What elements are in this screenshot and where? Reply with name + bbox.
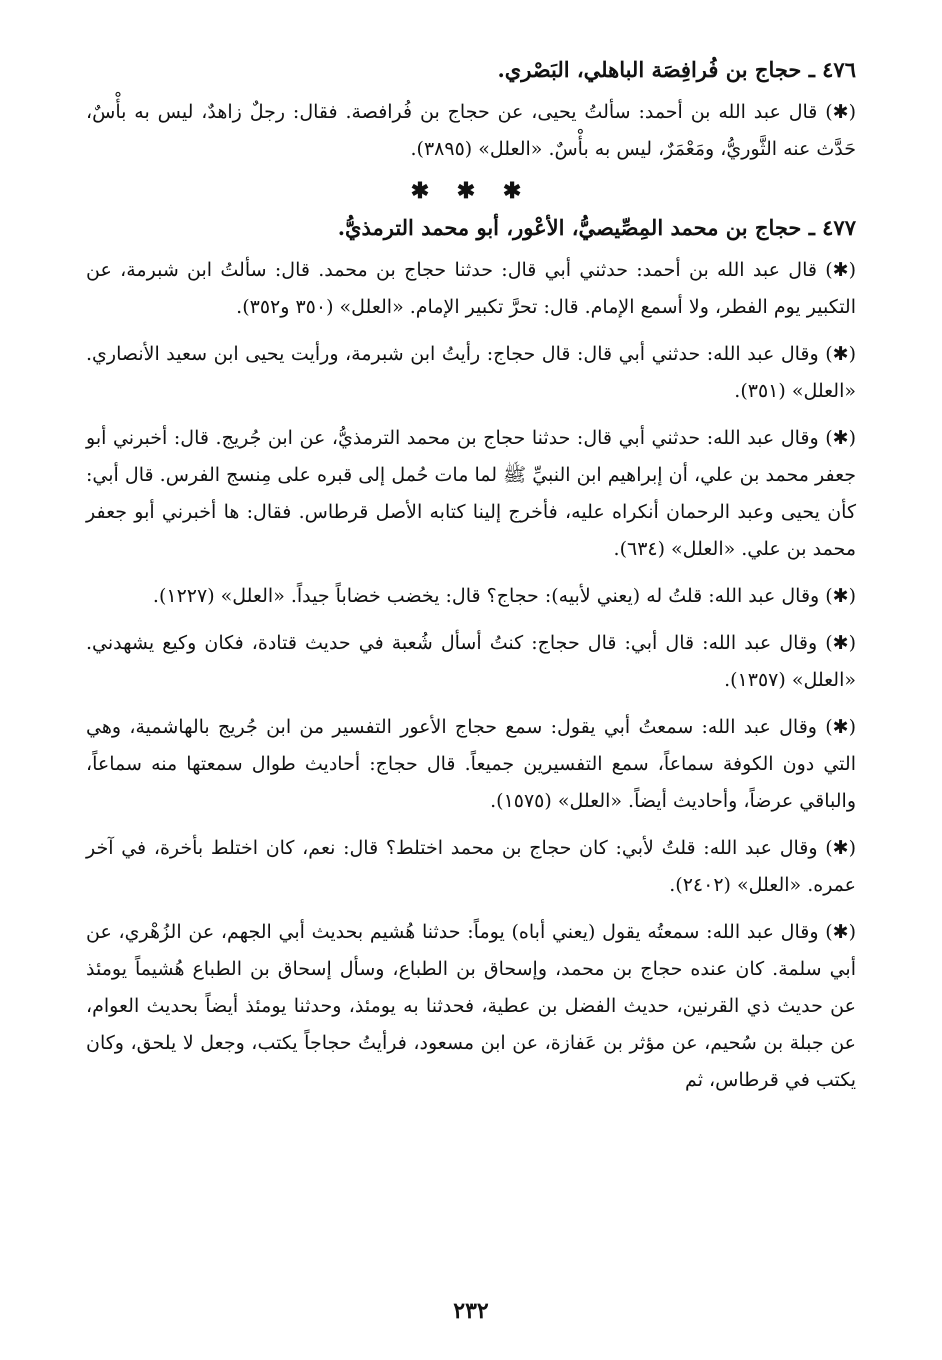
entry-476	[86, 52, 856, 168]
section-separator: ✱ ✱ ✱	[410, 178, 532, 204]
entry-paragraph: (✱) وقال عبد الله: قال أبي: قال حجاج: كنتُ أسأل شُعبة في حديث قتادة، فكان وكيع يشهدني. «العلل» (١٣٥٧).	[86, 632, 856, 691]
entry-paragraph: (✱) وقال عبد الله: قلتُ له (يعني لأبيه): حجاج؟ قال: يخضب خضاباً جيداً. «العلل» (١٢٢٧).	[152, 585, 856, 607]
entry-477	[86, 210, 856, 1099]
entry-paragraph: (✱) قال عبد الله بن أحمد: سألتُ يحيى، عن حجاج بن فُرافصة. فقال: رجلٌ زاهدٌ، ليس به بأْسٌ، حَدَّث عنه الثَّوريُّ، ومَعْمَرٌ، ليس به بأْسٌ. «العلل» (٣٨٩٥).	[86, 101, 856, 160]
entry-heading: ٤٧٦ ـ حجاج بن فُرافِصَة الباهلي، البَصْري.	[497, 57, 856, 82]
entry-paragraph: (✱) وقال عبد الله: حدثني أبي قال: قال حجاج: رأيتُ ابن شبرمة، ورأيت يحيى ابن سعيد الأنصاري. «العلل» (٣٥١).	[86, 343, 856, 402]
entry-paragraph: (✱) وقال عبد الله: سمعتُ أبي يقول: سمع حجاج الأعور التفسير من ابن جُريج بالهاشمية، وهي التي دون الكوفة سماعاً، سمع التفسيرين جميعاً. قال حجاج: أحاديث طوال سمعتها منه سماعاً، والباقي عرضاً، وأحاديث أيضاً. «العلل» (١٥٧٥).	[86, 716, 856, 812]
page-number: ٢٣٢	[453, 1298, 489, 1324]
entry-paragraph: (✱) وقال عبد الله: قلتُ لأبي: كان حجاج بن محمد اختلط؟ قال: نعم، كان اختلط بأخرة، في آخر عمره. «العلل» (٢٤٠٢).	[86, 837, 856, 896]
entry-heading: ٤٧٧ ـ حجاج بن محمد المِصِّيصيُّ، الأعْور، أبو محمد الترمذيُّ.	[337, 215, 856, 240]
entry-paragraph: (✱) وقال عبد الله: حدثني أبي قال: حدثنا حجاج بن محمد الترمذيُّ، عن ابن جُريج. قال: أخبرني أبو جعفر محمد بن علي، أن إبراهيم ابن النبيِّ ﷺ لما مات حُمل إلى قبره على مِنسج الفرس. قال أبي: كأن يحيى وعبد الرحمان أنكراه عليه، فأخرج إلينا كتابه الأصل قرطاس. فقال: ها أخبرني أبو جعفر محمد بن علي. «العلل» (٦٣٤).	[86, 427, 856, 560]
entry-paragraph: (✱) قال عبد الله بن أحمد: حدثني أبي قال: حدثنا حجاج بن محمد. قال: سألتُ ابن شبرمة، عن التكبير يوم الفطر، ولا أسمع الإمام. قال: تحرَّ تكبير الإمام. «العلل» (٣٥٠ و٣٥٢).	[86, 259, 856, 318]
entry-paragraph: (✱) وقال عبد الله: سمعتُه يقول (يعني أباه) يوماً: حدثنا هُشيم بحديث أبي الجهم، عن الزُهْري، عن أبي سلمة. كان عنده حجاج بن محمد، وإسحاق بن الطباع، وسأل إسحاق بن الطباع هُشيماً يومئذ عن حديث ذي القرنين، حديث الفضل بن عطية، فحدثنا به يومئذ، وحدثنا يومئذ أيضاً بحديث العوام، عن جبلة بن سُحيم، عن مؤثر بن عَفازة، عن ابن مسعود، فرأيتُ حجاجاً يكتب، وجعل لا يلحق، وكان يكتب في قرطاس، ثم	[86, 921, 856, 1091]
